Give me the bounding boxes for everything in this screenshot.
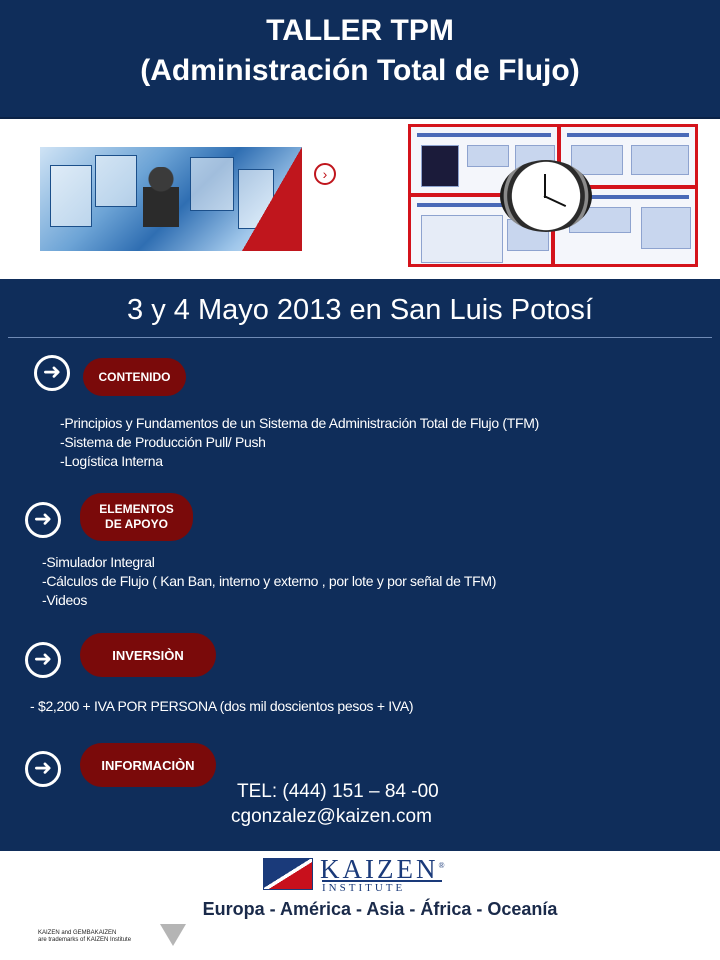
arrow-right-circle-icon: ➜: [25, 642, 61, 678]
screen-panel: [95, 155, 137, 207]
person-silhouette: [143, 167, 179, 227]
logo-subtext: INSTITUTE: [322, 880, 442, 894]
list-item: -Simulador Integral: [42, 554, 155, 570]
elementos-badge: [80, 493, 193, 541]
inversion-badge: INVERSIÒN: [80, 633, 216, 677]
trademark-line: KAIZEN and GEMBAKAIZEN: [38, 930, 117, 936]
list-item: -Sistema de Producción Pull/ Push: [60, 434, 266, 450]
phone-number: TEL: (444) 151 – 84 -00: [237, 781, 439, 802]
main-panel: [0, 279, 720, 851]
elementos-badge-line1: ELEMENTOS: [99, 502, 174, 516]
arrow-right-circle-icon: ➜: [25, 751, 61, 787]
screenshot-collage: [408, 124, 698, 267]
contenido-list: [60, 414, 539, 471]
inversion-price: [30, 697, 413, 716]
list-item: -Logística Interna: [60, 453, 163, 469]
elementos-list: [42, 553, 496, 610]
clock-icon: [500, 160, 592, 232]
list-item: -Videos: [42, 592, 88, 608]
divider: [8, 337, 712, 338]
list-item: -Cálculos de Flujo ( Kan Ban, interno y externo , por lote y por señal de TFM): [42, 573, 497, 589]
red-wedge-decoration: [242, 147, 302, 251]
trademark-line: are trademarks of KAIZEN Institute: [38, 937, 132, 943]
list-item: -Principios y Fundamentos de un Sistema de Administración Total de Flujo (TFM): [60, 415, 540, 431]
email-link[interactable]: cgonzalez@kaizen.com: [231, 806, 432, 827]
image-banner: [0, 119, 720, 277]
page-title: TALLER TPM: [266, 14, 454, 47]
screen-panel: [190, 157, 234, 211]
chevron-right-icon[interactable]: ›: [314, 163, 336, 185]
triangle-icon: [160, 924, 186, 946]
event-date-location: 3 y 4 Mayo 2013 en San Luis Potosí: [127, 294, 593, 326]
screen-panel: [50, 165, 92, 227]
logo-text: KAIZEN®: [320, 854, 448, 884]
regions-text: Europa - América - Asia - África - Oceanía: [202, 899, 558, 919]
contenido-badge: CONTENIDO: [83, 358, 186, 396]
header-banner: [0, 0, 720, 119]
kaizen-logo-icon: [263, 858, 313, 890]
price-text: - $2,200 + IVA POR PERSONA (dos mil doscientos pesos + IVA): [30, 698, 414, 714]
arrow-right-circle-icon: ➜: [25, 502, 61, 538]
elementos-badge-line2: DE APOYO: [105, 517, 168, 531]
informacion-badge: INFORMACIÒN: [80, 743, 216, 787]
arrow-right-circle-icon: ➜: [34, 355, 70, 391]
page-subtitle: (Administración Total de Flujo): [140, 54, 580, 87]
trademark-note: [38, 930, 131, 944]
